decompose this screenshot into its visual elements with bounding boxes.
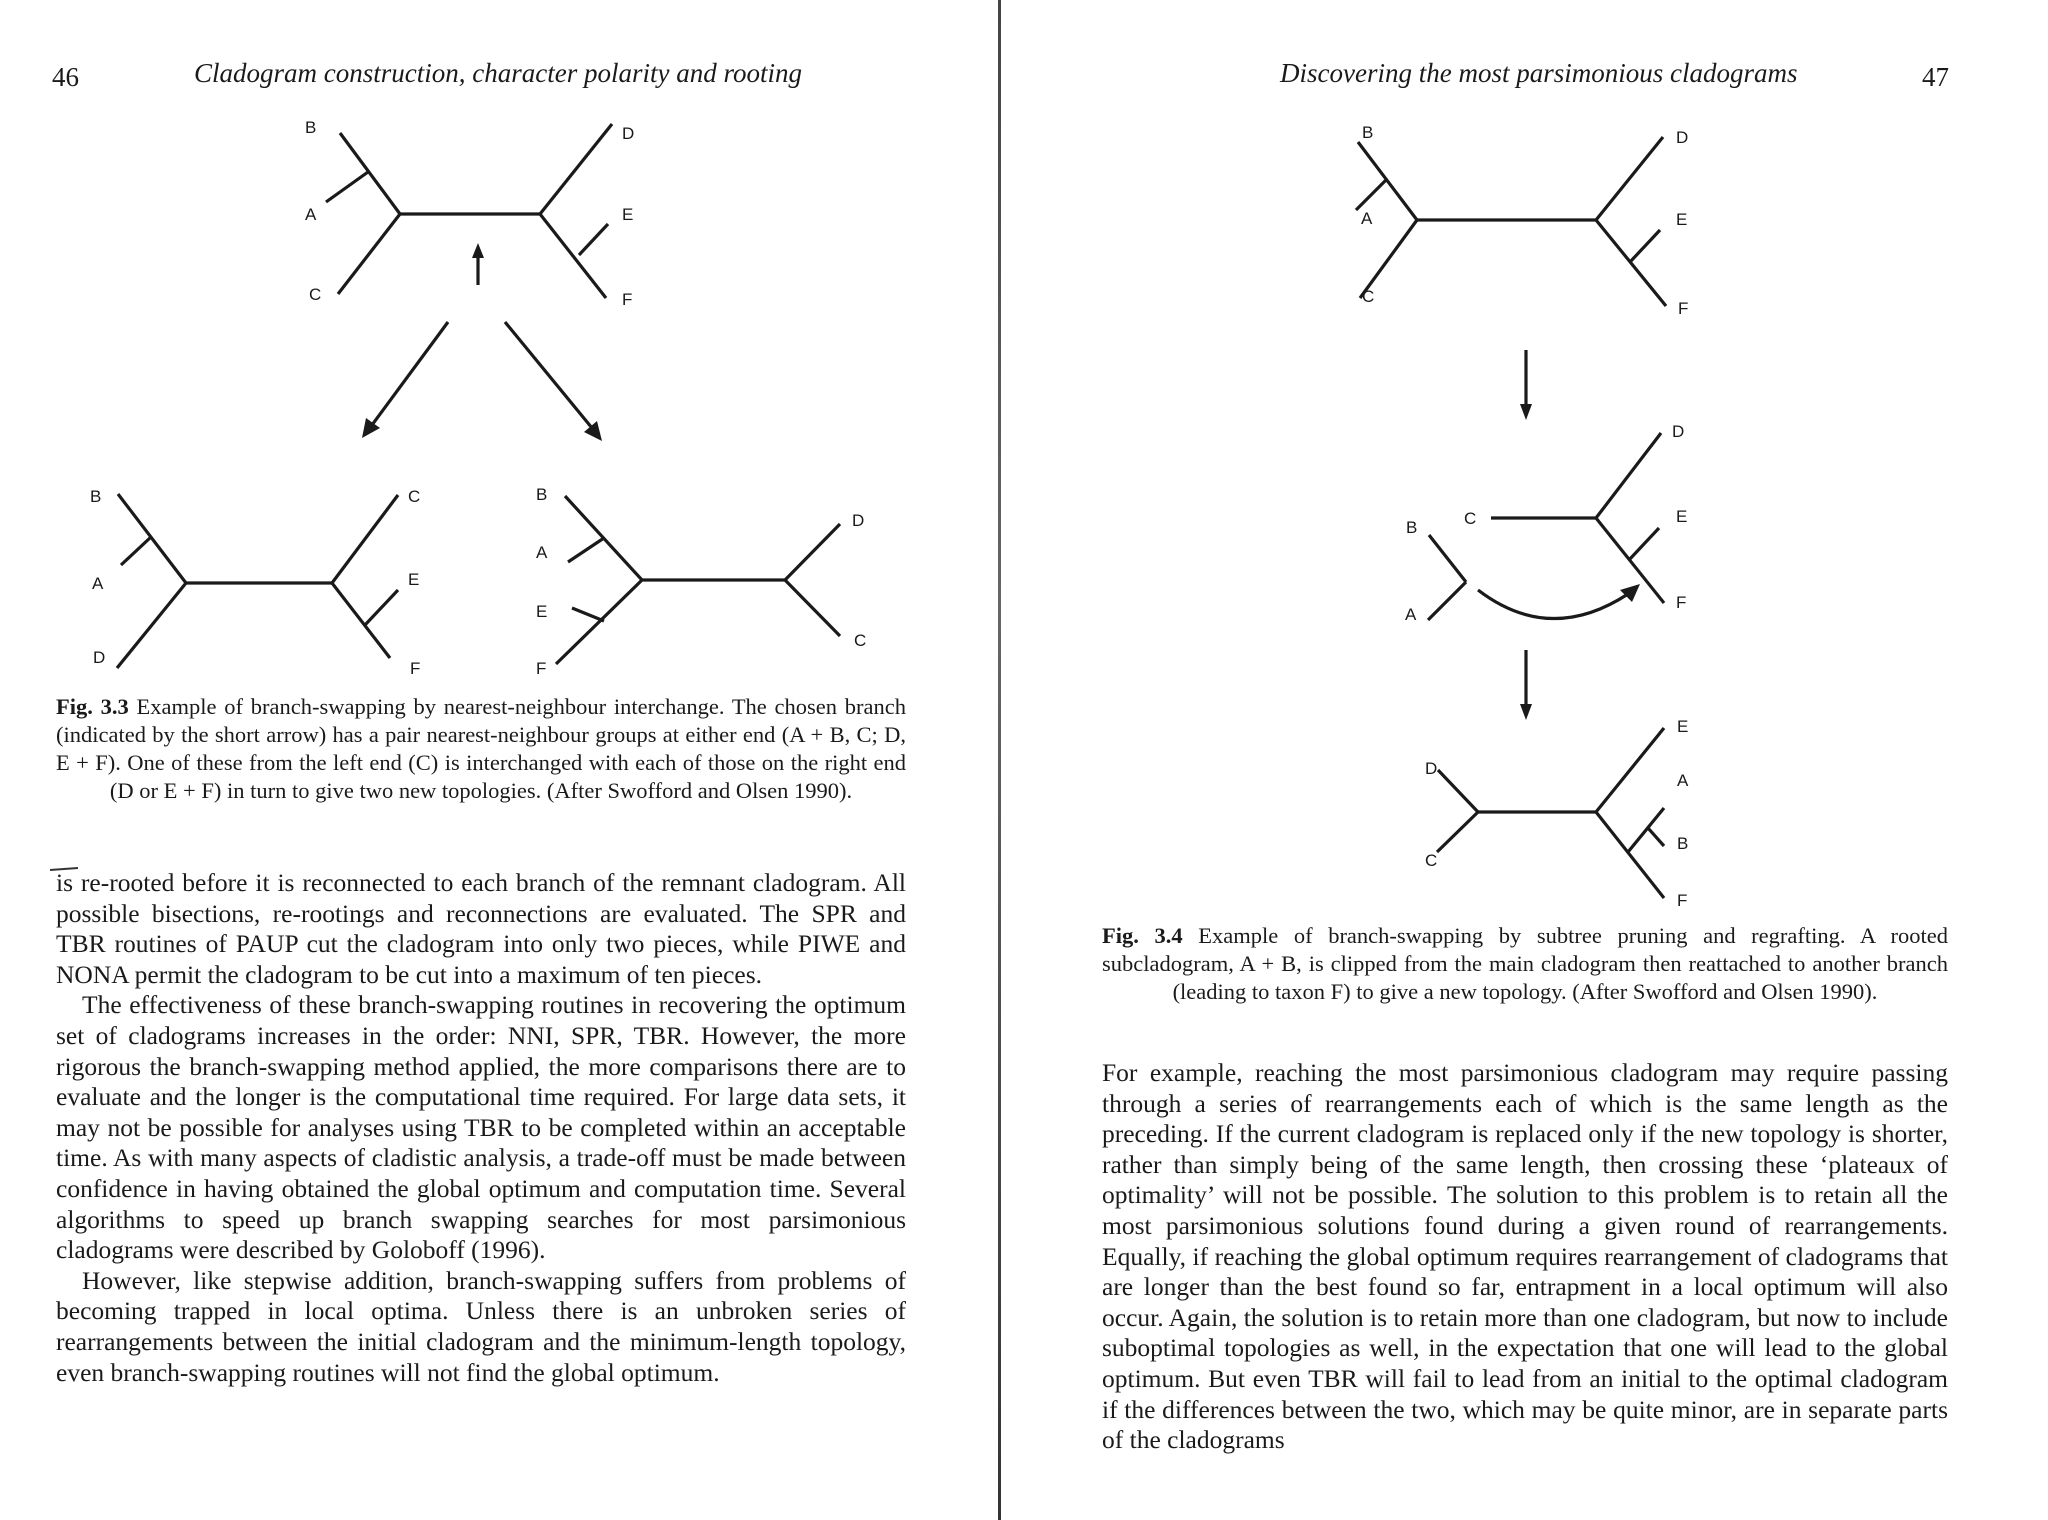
taxon-label: F xyxy=(1678,299,1689,318)
nni-original-tree xyxy=(305,118,634,309)
taxon-label: D xyxy=(1425,759,1438,778)
right-page xyxy=(1004,0,2048,1520)
body-text xyxy=(56,868,906,1388)
taxon-label: B xyxy=(305,118,317,137)
taxon-label: A xyxy=(1361,209,1373,228)
taxon-label: E xyxy=(1677,717,1689,736)
taxon-label: F xyxy=(622,290,633,309)
paragraph: is re-rooted before it is reconnected to each branch of the remnant cladogram. All possible bisections, re-rootings and reconnections are evaluated. The SPR and TBR routines of PAUP cut the cladogram into only two pieces, while PIWE and NONA permit the cladogram to be cut into a maximum of ten pieces. xyxy=(56,868,906,989)
paragraph: For example, reaching the most parsimonious cladogram may require passing through a series of rearrangements each of which is the same length as the preceding. If the current cladogram is replaced only if the new topology is shorter, rather than simply being of the same length, then crossing these ‘plateaux of optimality’ will not be possible. The solution to this problem is to retain all the most parsimonious solutions found during a given round of rearrangements. Equally, if reaching the global optimum requires rearrangement of cladograms that are longer than the best found so far, entrapment in a local optimum will also occur. Again, the solution is to retain more than one cladogram, but now to include suboptimal topologies as well, in the expectation that one will lead to the global optimum. But even TBR will fail to lead from an initial to the optimal cladogram if the differences between the two, which may be quite minor, are in separate parts of the cladograms xyxy=(1102,1058,1948,1455)
spr-original-tree xyxy=(1356,123,1688,318)
taxon-label: F xyxy=(410,659,421,678)
taxon-label: A xyxy=(1677,771,1689,790)
paragraph: The effectiveness of these branch-swapping routines in recovering the optimum set of cladograms increases in the order: NNI, SPR, TBR. However, the more rigorous the branch-swapping method applied, the more comparisons there are to evaluate and the longer is the computational time required. For large data sets, it may not be possible for analyses using TBR to be completed within an acceptable time. As with many aspects of cladistic analysis, a trade-off must be made between confidence in having obtained the global optimum and computation time. Several algorithms to speed up branch swapping searches for most parsimonious cladograms were described by Goloboff (1996). xyxy=(56,990,906,1265)
figure-label: Fig. 3.4 xyxy=(1102,923,1183,948)
taxon-label: D xyxy=(1672,422,1685,441)
arrow-down-icon xyxy=(1520,350,1532,420)
spr-regrafted-tree xyxy=(1425,717,1689,910)
taxon-label: A xyxy=(1405,605,1417,624)
taxon-label: B xyxy=(536,485,548,504)
short-arrow-icon xyxy=(472,243,484,285)
body-text xyxy=(1102,1058,1948,1456)
figure-caption xyxy=(56,693,906,805)
taxon-label: E xyxy=(536,602,548,621)
taxon-label: A xyxy=(92,574,104,593)
taxon-label: F xyxy=(536,659,547,678)
taxon-label: E xyxy=(1676,507,1688,526)
taxon-label: E xyxy=(408,570,420,589)
taxon-label: D xyxy=(622,124,635,143)
taxon-label: A xyxy=(536,543,548,562)
spr-pruned-tree xyxy=(1405,422,1687,624)
arrow-down-icon xyxy=(1520,650,1532,720)
taxon-label: C xyxy=(854,631,867,650)
figure-3-3 xyxy=(0,0,1000,700)
taxon-label: B xyxy=(1362,123,1374,142)
caption-text: Example of branch-swapping by subtree pruning and regrafting. A rooted subcladogram, A + B, is clipped from the main cladogram then reattached to another branch (leading to taxon F) to give a new topology. (After Swofford and Olsen 1990). xyxy=(1102,923,1948,1004)
taxon-label: B xyxy=(90,487,102,506)
nni-result-tree-1 xyxy=(90,487,420,678)
taxon-label: B xyxy=(1406,518,1418,537)
caption-text: Example of branch-swapping by nearest-neighbour interchange. The chosen branch (indicated by the short arrow) has a pair nearest-neighbour groups at either end (A + B, C; D, E + F). One of these from the left end (C) is interchanged with each of those on the right end (D or E + F) in turn to give two new topologies. (After Swofford and Olsen 1990). xyxy=(56,694,907,803)
figure-caption xyxy=(1102,922,1948,1006)
taxon-label: D xyxy=(852,511,865,530)
nni-result-tree-2 xyxy=(536,485,866,678)
paragraph: However, like stepwise addition, branch-swapping suffers from problems of becoming trapped in local optima. Unless there is an unbroken series of rearrangements between the initial cladogram and the minimum-length topology, even branch-swapping routines will not find the global optimum. xyxy=(56,1265,906,1387)
taxon-label: C xyxy=(1464,509,1477,528)
taxon-label: F xyxy=(1676,593,1687,612)
taxon-label: C xyxy=(408,487,421,506)
taxon-label: D xyxy=(93,648,106,667)
taxon-label: C xyxy=(1425,851,1438,870)
book-gutter xyxy=(998,0,1001,1520)
taxon-label: C xyxy=(309,285,322,304)
figure-label: Fig. 3.3 xyxy=(56,694,129,719)
left-page xyxy=(0,0,1000,1520)
taxon-label: C xyxy=(1362,287,1375,306)
taxon-label: D xyxy=(1676,128,1689,147)
page-number: 47 xyxy=(1922,62,1949,92)
figure-3-4 xyxy=(1004,0,2048,930)
arrow-down-right-icon xyxy=(505,322,602,441)
taxon-label: F xyxy=(1677,891,1688,910)
taxon-label: E xyxy=(622,205,634,224)
taxon-label: E xyxy=(1676,210,1688,229)
running-head: Discovering the most parsimonious cladograms xyxy=(1280,58,1798,88)
taxon-label: A xyxy=(305,205,317,224)
page-number: 46 xyxy=(52,62,79,92)
taxon-label: B xyxy=(1677,834,1689,853)
running-head: Cladogram construction, character polarity and rooting xyxy=(194,58,802,88)
arrow-down-left-icon xyxy=(362,322,448,438)
